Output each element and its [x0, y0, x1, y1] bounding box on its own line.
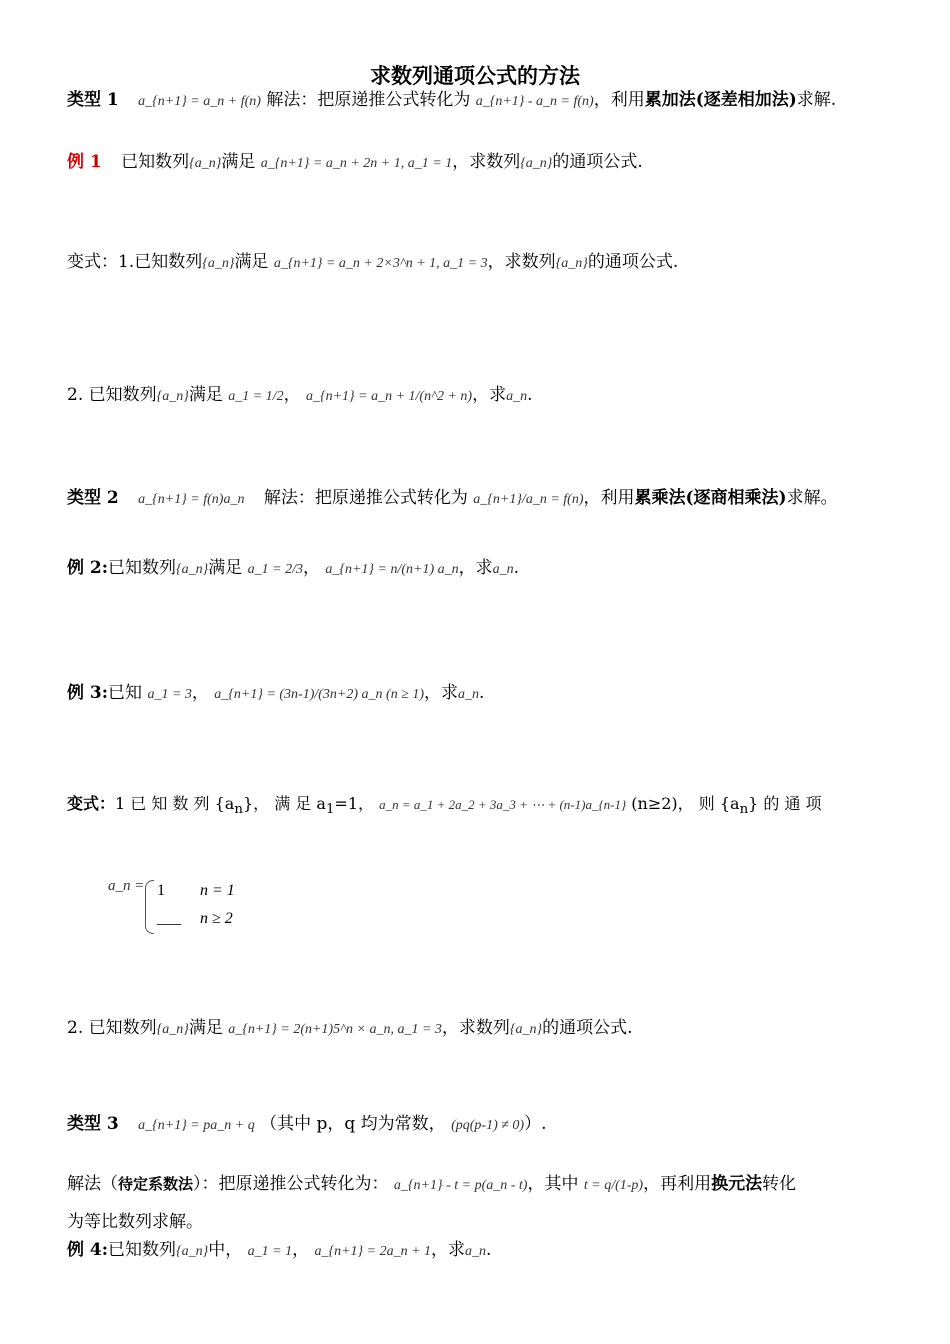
var1-t2: 满足 [234, 252, 269, 272]
var4-seq2: {a_n} [509, 1022, 543, 1037]
type1-method: 累加法(逐差相加法) [644, 90, 797, 110]
type3-condition: (pq(p-1) ≠ 0) [451, 1118, 525, 1133]
type3-formula3: t = q/(1-p) [583, 1178, 644, 1193]
ex4-label: 例 4: [67, 1240, 109, 1260]
var4-formula: a_{n+1} = 2(n+1)5^n × a_n, a_1 = 3 [228, 1022, 442, 1037]
ex2-seq: {a_n} [176, 562, 209, 577]
var2-t1: 2. 已知数列 [67, 385, 157, 405]
var2-t2: 满足 [188, 385, 223, 405]
var1-t4: 的通项公式. [587, 252, 679, 272]
ex1-t3: ，求数列 [452, 152, 521, 172]
type3-sol-method: 待定系数法 [118, 1175, 194, 1193]
type3-sol1: 解法（ [67, 1174, 118, 1194]
type3-text1: （其中 p，q 均为常数， [260, 1114, 446, 1134]
ex1-seq: {a_n} [189, 156, 222, 171]
var1-t3: ，求数列 [487, 252, 556, 272]
ex4-f1: a_1 = 1 [247, 1244, 293, 1259]
case2-condition: n ≥ 2 [200, 910, 233, 927]
case1-condition: n = 1 [200, 882, 235, 899]
var3-t1: 1 已 知 数 列 {a [115, 794, 235, 813]
page-title: 求数列通项公式的方法 [370, 63, 580, 88]
ex3-t3: ，求 [424, 683, 459, 703]
type1-line [67, 90, 836, 111]
ex3-f1: a_1 = 3 [147, 687, 192, 702]
ex3-t4: . [479, 683, 485, 703]
var3-formula: a_n = a_1 + 2a_2 + 3a_3 + ⋯ + (n-1)a_{n-1} [379, 797, 627, 812]
type2-formula2: a_{n+1}/a_n = f(n) [473, 492, 584, 507]
ex2-t3: ，求 [458, 558, 493, 578]
type1-text3: 求解. [796, 90, 837, 110]
ex4-t3: ，求 [431, 1240, 466, 1260]
type3-line [67, 1114, 547, 1135]
ex4-t4: . [486, 1240, 492, 1260]
type3-label: 类型 3 [67, 1114, 119, 1134]
ex4-seq: {a_n} [176, 1244, 209, 1259]
var4-t3: ，求数列 [441, 1018, 510, 1038]
type2-text1: 解法：把原递推公式转化为 [263, 488, 468, 508]
var4-seq: {a_n} [156, 1022, 189, 1037]
case1-value: 1 [157, 882, 165, 899]
ex3-label: 例 3: [67, 683, 109, 703]
type3-formula2: a_{n+1} - t = p(a_n - t) [393, 1178, 528, 1193]
ex1-seq2: {a_n} [520, 156, 553, 171]
ex3-f3: a_n [458, 687, 480, 702]
type1-text1: 解法：把原递推公式转化为 [266, 90, 471, 110]
var1-seq2: {a_n} [555, 256, 588, 271]
type3-sol2: ）：把原递推公式转化为： [193, 1174, 389, 1194]
var3-t2: }， 满 足 a [242, 794, 326, 813]
ex2-t1: 已知数列 [108, 558, 177, 578]
var4-t2: 满足 [188, 1018, 223, 1038]
type3-sol4: ，再利用 [643, 1174, 712, 1194]
ex3-t1: 已知 [108, 683, 143, 703]
ex1-t4: 的通项公式. [552, 152, 643, 172]
type2-text2: ，利用 [583, 488, 635, 508]
type1-text2: ，利用 [593, 90, 645, 110]
type1-formula: a_{n+1} = a_n + f(n) [138, 94, 261, 109]
ex2-t4: . [513, 558, 520, 578]
var4-t4: 的通项公式. [542, 1018, 633, 1038]
type2-label: 类型 2 [67, 488, 119, 508]
piecewise-lhs: a_n = [108, 878, 145, 894]
var4-line [67, 1018, 633, 1039]
var3-label: 变式： [67, 794, 116, 813]
type2-line [67, 488, 838, 509]
var2-t4: . [527, 385, 533, 405]
var3-line: 变式：1 已 知 数 列 $\{a_n\}$， 满 足 $a_1=1$， a_n = a_1 + 2a_2 + 3a_3 + ⋯ + (n-1)a_{n-1} (n≥2)， 则 $\{a_n\}$ 的 通 项 [67, 794, 822, 818]
ex3-f2: a_{n+1} = (3n-1)/(3n+2) a_n (n ≥ 1) [214, 687, 425, 702]
ex1-t1: 已知数列 [121, 152, 190, 172]
case2-blank: ___ [157, 910, 181, 927]
ex2-line: 例 2:已知数列{a_n}满足 a_1 = 2/3， a_{n+1} = n/(n+1) a_n，求a_n. [67, 558, 520, 578]
ex2-f3: a_n [492, 562, 514, 577]
ex4-t2: 中， [208, 1240, 243, 1260]
piecewise-brace [145, 880, 154, 934]
ex1-t2: 满足 [221, 152, 256, 172]
var3-t4: (n≥2)， 则 {a [631, 794, 740, 813]
type3-solution-line2: 为等比数列求解。 [67, 1212, 203, 1232]
ex1-label: 例 1 [67, 152, 102, 172]
type3-formula: a_{n+1} = pa_n + q [138, 1118, 255, 1133]
type1-formula2: a_{n+1} - a_n = f(n) [475, 94, 594, 109]
var3-t5: } 的 通 项 [748, 794, 822, 813]
ex2-f1: a_1 = 2/3 [247, 562, 303, 577]
ex2-label: 例 2: [67, 558, 109, 578]
ex4-f2: a_{n+1} = 2a_n + 1 [314, 1244, 432, 1259]
type1-label: 类型 1 [67, 90, 119, 110]
var3-t3: =1， [334, 794, 375, 813]
ex1-line [67, 152, 643, 173]
var2-t3: ，求 [472, 385, 507, 405]
type3-text2: ）. [524, 1114, 547, 1134]
ex4-line: 例 4:已知数列{a_n}中， a_1 = 1， a_{n+1} = 2a_n + 1，求a_n. [67, 1240, 492, 1260]
type3-method2: 换元法 [711, 1174, 763, 1194]
var2-f1: a_1 = 1/2 [228, 389, 284, 404]
var2-seq: {a_n} [156, 389, 189, 404]
ex2-t2: 满足 [208, 558, 243, 578]
var4-t1: 2. 已知数列 [67, 1018, 157, 1038]
ex1-formula: a_{n+1} = a_n + 2n + 1, a_1 = 1 [260, 156, 453, 171]
var2-f2: a_{n+1} = a_n + 1/(n^2 + n) [305, 389, 473, 404]
var1-line [67, 252, 678, 273]
var1-seq: {a_n} [202, 256, 235, 271]
var1-formula: a_{n+1} = a_n + 2×3^n + 1, a_1 = 3 [273, 256, 488, 271]
type2-text3: 求解。 [786, 488, 838, 508]
type3-sol3: ，其中 [527, 1174, 579, 1194]
type3-solution-line [67, 1174, 796, 1195]
var1-t1: 变式：1.已知数列 [67, 252, 203, 272]
ex4-f3: a_n [465, 1244, 487, 1259]
type3-sol5: 转化 [762, 1174, 797, 1194]
var2-f3: a_n [506, 389, 528, 404]
type2-formula: a_{n+1} = f(n)a_n [138, 492, 245, 507]
type2-method: 累乘法(逐商相乘法) [634, 488, 787, 508]
ex4-t1: 已知数列 [108, 1240, 177, 1260]
ex2-f2: a_{n+1} = n/(n+1) a_n [325, 562, 459, 577]
ex3-line: 例 3:已知 a_1 = 3， a_{n+1} = (3n-1)/(3n+2) a_n (n ≥ 1)，求a_n. [67, 683, 485, 703]
var2-line: 2. 已知数列{a_n}满足 a_1 = 1/2， a_{n+1} = a_n + 1/(n^2 + n)，求a_n. [67, 385, 533, 405]
